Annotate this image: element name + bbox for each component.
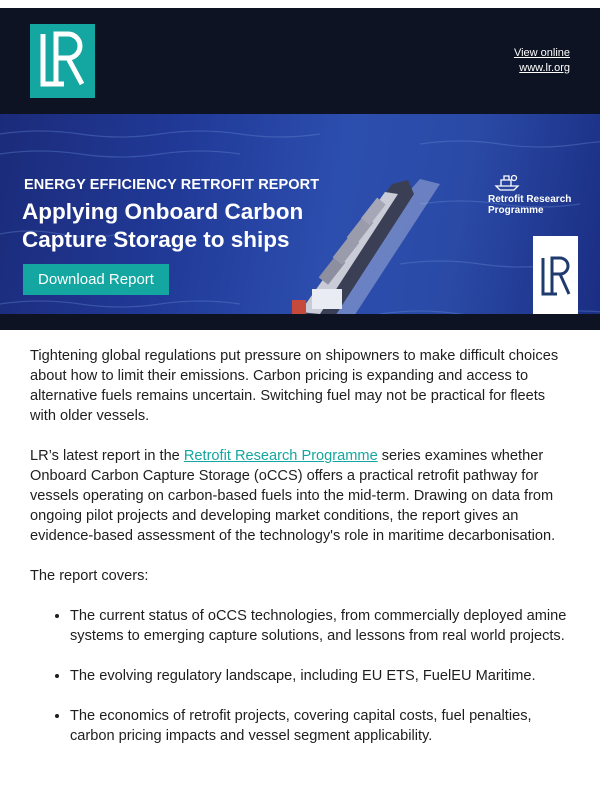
hero-banner: [0, 114, 600, 330]
programme-badge: [488, 172, 583, 216]
report-title: Applying Onboard Carbon Capture Storage to ships: [22, 199, 304, 252]
report-description: [30, 446, 575, 546]
list-item: • The evolving regulatory landscape, including EU ETS, FuelEU Maritime.: [70, 666, 575, 686]
website-link[interactable]: www.lr.org: [519, 62, 570, 74]
intro-paragraph: Tightening global regulations put pressure on shipowners to make difficult choices about how to limit their emissions. Carbon pricing is expanding and access to alternative fuels remains uncertain. Switching fuel may not be practical for fleets with older vessels.: [30, 348, 559, 424]
covers-intro: The report covers:: [30, 568, 149, 584]
list-item: • The economics of retrofit projects, covering capital costs, fuel penalties, carbon pricing impacts and vessel segment applicability.: [70, 706, 575, 746]
lr-logo[interactable]: [30, 24, 95, 98]
description-prefix: LR’s latest report in the: [30, 448, 184, 464]
description-text: series examines whether Onboard Carbon Capture Storage (oCCS) offers a practical retrofit pathway for vessels operating on carbon-based fuels into the mid-term. Drawing on data from ongoing pilot projects and developing market conditions, the report gives an evidence-based assessment of the technology's role in maritime decarbonisation.: [30, 448, 556, 544]
programme-label: Retrofit Research Programme: [488, 194, 572, 216]
hero-bottom-strip: [0, 314, 600, 330]
retrofit-programme-link[interactable]: Retrofit Research Programme: [183, 448, 378, 464]
download-report-button[interactable]: Download Report: [23, 264, 169, 295]
report-category: ENERGY EFFICIENCY RETROFIT REPORT: [24, 177, 320, 193]
lr-mark-icon: [533, 236, 578, 314]
lr-badge: [533, 236, 578, 314]
email-header: [0, 8, 600, 114]
view-online-link[interactable]: View online: [513, 47, 570, 59]
email-body: [30, 346, 575, 766]
list-item: • The current status of oCCS technologies, from commercially deployed amine systems to emerging capture solutions, and lessons from real world projects.: [70, 606, 575, 646]
covers-list: [30, 606, 575, 746]
header-links: [514, 46, 570, 76]
ship-outline-icon: [494, 172, 520, 192]
top-spacer: [0, 0, 600, 8]
